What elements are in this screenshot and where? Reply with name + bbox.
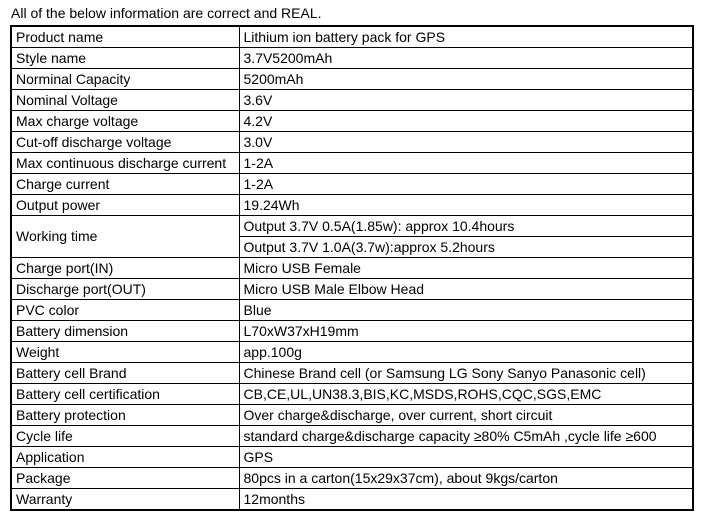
table-row (11, 111, 693, 132)
spec-label: Style name (11, 48, 239, 69)
spec-value: standard charge&discharge capacity ≥80% C5mAh ,cycle life ≥600 (239, 426, 693, 447)
table-row (11, 48, 693, 69)
spec-value: CB,CE,UL,UN38.3,BIS,KC,MSDS,ROHS,CQC,SGS,EMC (239, 384, 693, 405)
spec-value: Chinese Brand cell (or Samsung LG Sony Sanyo Panasonic cell) (239, 363, 693, 384)
spec-label: Battery cell certification (11, 384, 239, 405)
spec-label: Norminal Capacity (11, 69, 239, 90)
spec-value: 1-2A (239, 174, 693, 195)
spec-value: Lithium ion battery pack for GPS (239, 26, 693, 48)
table-row (11, 321, 693, 342)
spec-value: Blue (239, 300, 693, 321)
spec-table-body (11, 26, 693, 510)
page-title: All of the below information are correct and REAL. (11, 5, 322, 21)
table-row (11, 300, 693, 321)
table-row (11, 90, 693, 111)
table-row (11, 132, 693, 153)
spec-value: app.100g (239, 342, 693, 363)
spec-value: 19.24Wh (239, 195, 693, 216)
spec-value: 12months (239, 489, 693, 511)
spec-label: Nominal Voltage (11, 90, 239, 111)
table-row (11, 363, 693, 384)
spec-label: Weight (11, 342, 239, 363)
spec-value: Output 3.7V 0.5A(1.85w): approx 10.4hours (239, 216, 693, 237)
table-row (11, 153, 693, 174)
spec-table (10, 25, 694, 511)
spec-label: Package (11, 468, 239, 489)
spec-label: Max continuous discharge current (11, 153, 239, 174)
table-row (11, 69, 693, 90)
table-row (11, 426, 693, 447)
spec-label: Working time (11, 216, 239, 258)
table-row (11, 279, 693, 300)
spec-value: Micro USB Male Elbow Head (239, 279, 693, 300)
spec-label: Charge port(IN) (11, 258, 239, 279)
table-row (11, 26, 693, 48)
spec-label: Cut-off discharge voltage (11, 132, 239, 153)
table-row (11, 342, 693, 363)
table-row (11, 384, 693, 405)
spec-value: 3.0V (239, 132, 693, 153)
table-row (11, 468, 693, 489)
spec-label: Battery protection (11, 405, 239, 426)
table-row (11, 216, 693, 237)
table-row (11, 489, 693, 511)
spec-value: GPS (239, 447, 693, 468)
spec-label: Product name (11, 26, 239, 48)
spec-value: 3.7V5200mAh (239, 48, 693, 69)
spec-value: Over charge&discharge, over current, short circuit (239, 405, 693, 426)
spec-label: Battery cell Brand (11, 363, 239, 384)
spec-label: Output power (11, 195, 239, 216)
spec-value: 4.2V (239, 111, 693, 132)
spec-value: Output 3.7V 1.0A(3.7w):approx 5.2hours (239, 237, 693, 258)
spec-value: Micro USB Female (239, 258, 693, 279)
spec-label: Application (11, 447, 239, 468)
table-row (11, 174, 693, 195)
spec-value: 1-2A (239, 153, 693, 174)
table-row (11, 258, 693, 279)
spec-value: L70xW37xH19mm (239, 321, 693, 342)
spec-value: 3.6V (239, 90, 693, 111)
spec-value: 5200mAh (239, 69, 693, 90)
spec-label: Charge current (11, 174, 239, 195)
spec-value: 80pcs in a carton(15x29x37cm), about 9kgs/carton (239, 468, 693, 489)
spec-label: Cycle life (11, 426, 239, 447)
table-row (11, 405, 693, 426)
table-row (11, 195, 693, 216)
spec-label: PVC color (11, 300, 239, 321)
spec-label: Battery dimension (11, 321, 239, 342)
table-row (11, 447, 693, 468)
spec-label: Warranty (11, 489, 239, 511)
spec-label: Max charge voltage (11, 111, 239, 132)
spec-label: Discharge port(OUT) (11, 279, 239, 300)
